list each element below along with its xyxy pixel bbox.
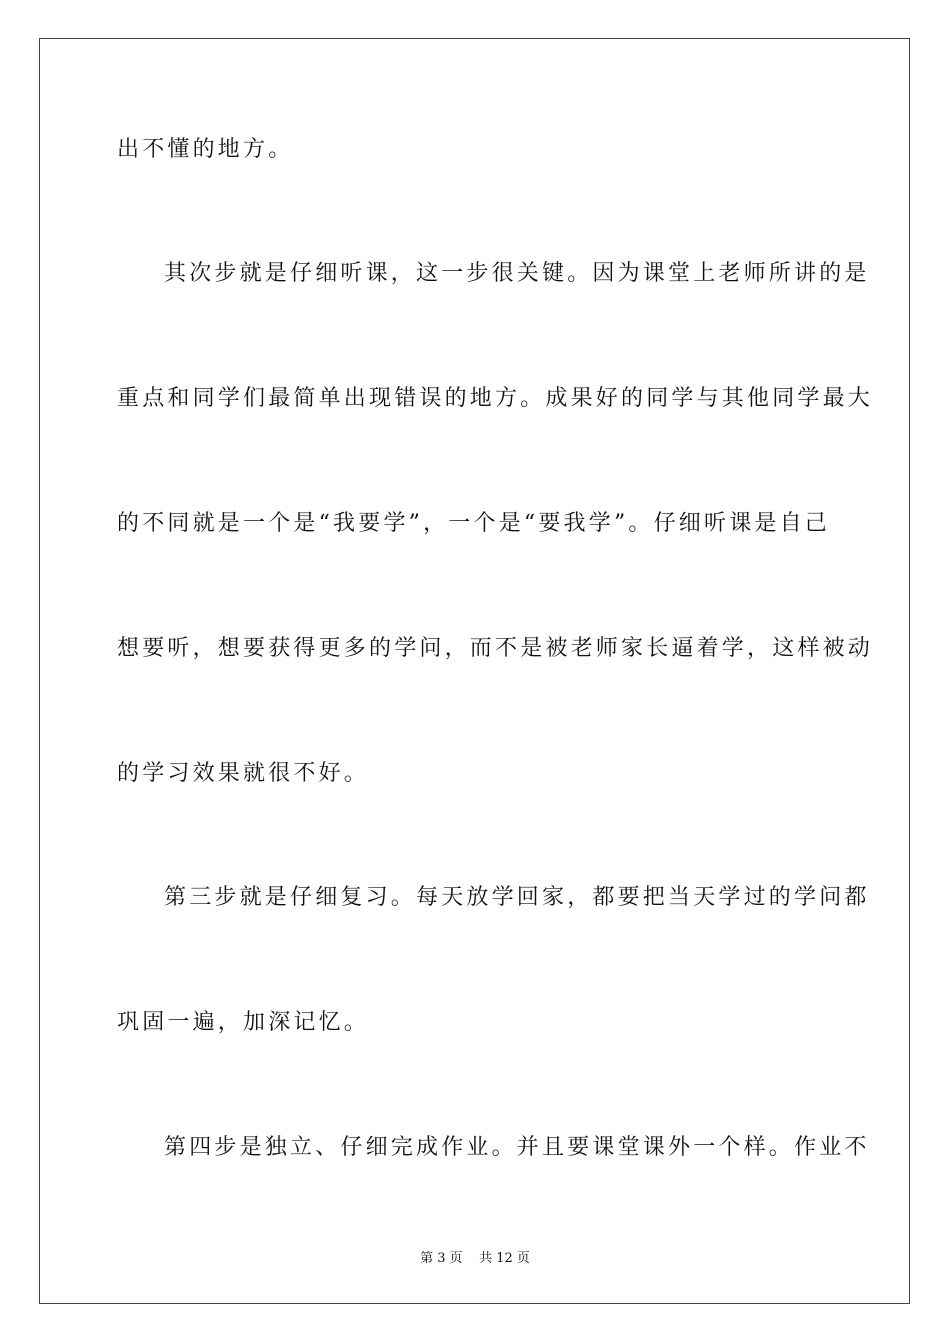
text-line: 其次步就是仔细听课，这一步很关键。因为课堂上老师所讲的是 (164, 261, 870, 286)
text-line: 出不懂的地方。 (117, 137, 294, 162)
text-line: 第四步是独立、仔细完成作业。并且要课堂课外一个样。作业不 (164, 1135, 870, 1160)
text-line: 想要听，想要获得更多的学问，而不是被老师家长逼着学，这样被动 (117, 636, 874, 661)
page-frame (39, 38, 910, 1304)
text-line: 的学习效果就很不好。 (117, 761, 370, 786)
text-line: 巩固一遍，加深记忆。 (117, 1010, 370, 1035)
page-number: 第 3 页 共 12 页 (420, 1251, 530, 1266)
text-line: 重点和同学们最简单出现错误的地方。成果好的同学与其他同学最大 (117, 386, 874, 411)
text-line: 第三步就是仔细复习。每天放学回家，都要把当天学过的学问都 (164, 885, 870, 910)
text-line: 的不同就是一个是“我要学”，一个是“要我学”。仔细听课是自己 (117, 511, 830, 536)
